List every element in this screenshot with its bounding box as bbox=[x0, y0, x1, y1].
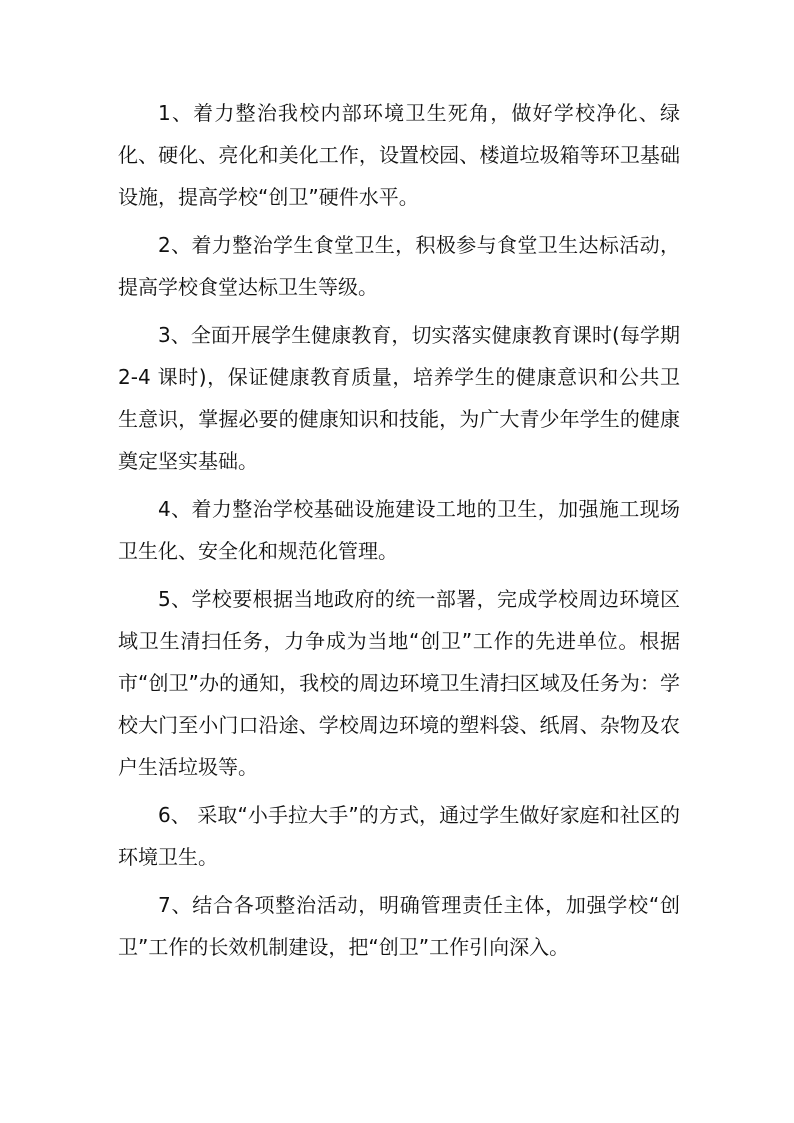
document-body bbox=[118, 92, 680, 974]
paragraph-item-5: 5、学校要根据当地政府的统一部署，完成学校周边环境区域卫生清扫任务，力争成为当地“创卫”工作的先进单位。根据市“创卫”办的通知，我校的周边环境卫生清扫区域及任务为：学校大门至小门口沿途、学校周边环境的塑料袋、纸屑、杂物及农户生活垃圾等。 bbox=[118, 587, 680, 779]
paragraph-item-2: 2、着力整治学生食堂卫生，积极参与食堂卫生达标活动，提高学校食堂达标卫生等级。 bbox=[118, 233, 680, 299]
paragraph-item-1: 1、着力整治我校内部环境卫生死角，做好学校净化、绿化、硬化、亮化和美化工作，设置校园、楼道垃圾箱等环卫基础设施，提高学校“创卫”硬件水平。 bbox=[118, 101, 680, 209]
paragraph-item-6: 6、 采取“小手拉大手”的方式，通过学生做好家庭和社区的环境卫生。 bbox=[118, 803, 680, 869]
paragraph-item-4: 4、着力整治学校基础设施建设工地的卫生，加强施工现场卫生化、安全化和规范化管理。 bbox=[118, 497, 680, 563]
paragraph-item-7: 7、结合各项整治活动，明确管理责任主体，加强学校“创卫”工作的长效机制建设，把“创卫”工作引向深入。 bbox=[118, 893, 680, 959]
paragraph-item-3: 3、全面开展学生健康教育，切实落实健康教育课时(每学期 2-4 课时)，保证健康教育质量，培养学生的健康意识和公共卫生意识，掌握必要的健康知识和技能，为广大青少年学生的健康奠定坚实基础。 bbox=[118, 323, 680, 473]
